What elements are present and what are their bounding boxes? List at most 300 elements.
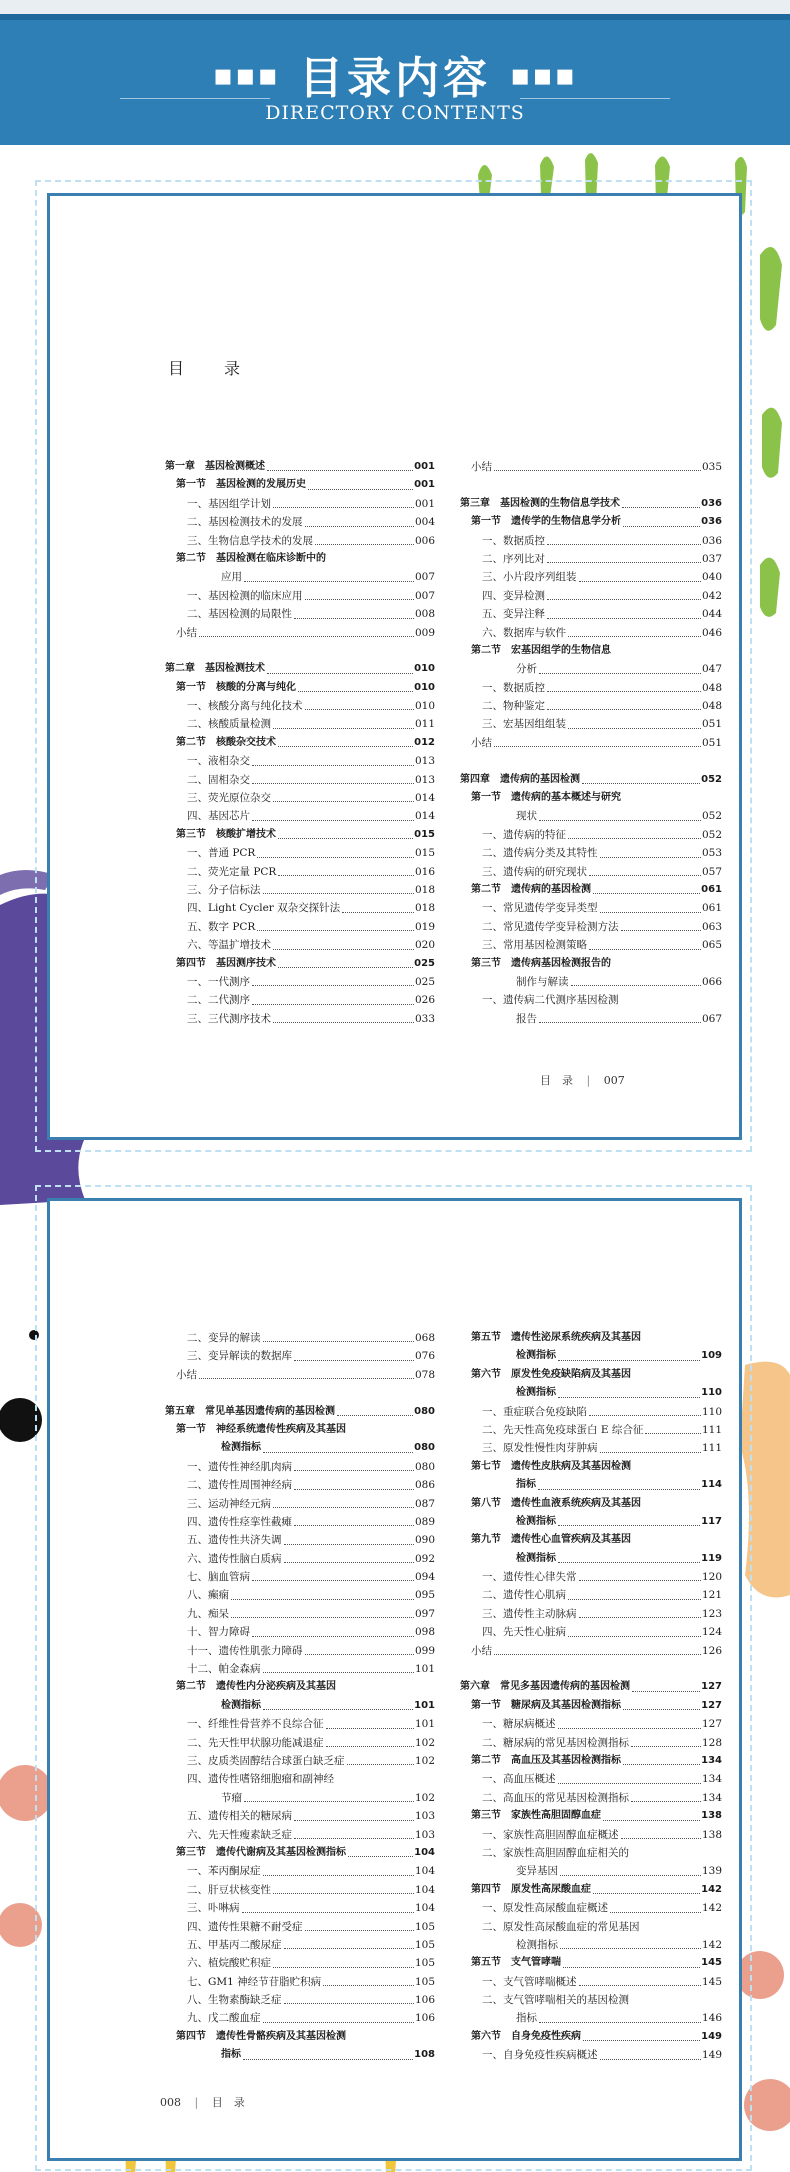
toc-entry-page: 076 bbox=[414, 1350, 435, 1363]
toc-entry[interactable] bbox=[165, 2028, 435, 2046]
folio-number: 007 bbox=[603, 1074, 625, 1087]
toc-entry[interactable] bbox=[460, 532, 722, 550]
toc-entry[interactable] bbox=[165, 1678, 435, 1696]
toc-entry[interactable] bbox=[165, 881, 435, 899]
toc-entry[interactable] bbox=[165, 734, 435, 752]
dot-leader bbox=[278, 955, 413, 968]
toc-entry-page: 104 bbox=[414, 1846, 435, 1858]
toc-entry[interactable] bbox=[165, 1605, 435, 1623]
toc-entry[interactable] bbox=[165, 991, 435, 1009]
toc-entry[interactable] bbox=[165, 1918, 435, 1936]
toc-entry[interactable] bbox=[165, 1826, 435, 1844]
toc-entry-title: 三、宏基因组组装 bbox=[482, 718, 566, 731]
toc-entry[interactable] bbox=[165, 899, 435, 917]
toc-entry-page: 110 bbox=[701, 1387, 722, 1399]
dot-leader bbox=[294, 1476, 414, 1489]
toc-entry[interactable] bbox=[460, 1899, 722, 1917]
toc-entry[interactable] bbox=[460, 991, 722, 1009]
header-top-strip bbox=[0, 0, 790, 14]
toc-entry-title: 六、遗传性脑白质病 bbox=[187, 1552, 282, 1565]
header-stripe bbox=[0, 14, 790, 20]
toc-entry-title: 检测指标 bbox=[516, 1515, 556, 1527]
toc-entry-title: 一、一代测序 bbox=[187, 975, 250, 988]
toc-entry[interactable] bbox=[460, 1642, 722, 1660]
toc-entry[interactable] bbox=[460, 642, 722, 660]
dot-leader bbox=[263, 1660, 414, 1673]
toc-entry[interactable] bbox=[460, 1513, 722, 1531]
toc-entry-title: 检测指标 bbox=[516, 1938, 558, 1951]
toc-entry[interactable] bbox=[165, 863, 435, 881]
toc-entry-title: 三、遗传性主动脉病 bbox=[482, 1607, 577, 1620]
dot-leader bbox=[278, 863, 414, 876]
toc-entry-page: 101 bbox=[414, 1663, 435, 1676]
dot-leader bbox=[252, 1623, 414, 1636]
dot-leader bbox=[263, 1697, 413, 1710]
toc-entry[interactable] bbox=[460, 2046, 722, 2064]
toc-entry[interactable] bbox=[460, 899, 722, 917]
toc-entry-page: 142 bbox=[701, 1938, 722, 1951]
toc-entry[interactable] bbox=[460, 568, 722, 586]
toc-entry-title: 第二节 遗传性内分泌疾病及其基因 bbox=[176, 1681, 336, 1693]
toc-entry[interactable] bbox=[165, 458, 435, 476]
toc-entry[interactable] bbox=[460, 1752, 722, 1770]
toc-entry-page: 048 bbox=[701, 681, 722, 694]
dot-leader bbox=[623, 513, 700, 526]
toc-entry-page: 080 bbox=[414, 1442, 435, 1454]
dot-leader bbox=[603, 1807, 700, 1820]
toc-entry[interactable] bbox=[165, 1421, 435, 1439]
toc-entry-page: 001 bbox=[414, 461, 435, 472]
title-dots-left: ▪▪▪ bbox=[212, 58, 280, 93]
toc-entry[interactable] bbox=[460, 1421, 722, 1439]
toc-entry[interactable] bbox=[460, 679, 722, 697]
toc-entry-title: 三、小片段序列组装 bbox=[482, 571, 577, 584]
toc-entry[interactable] bbox=[165, 1752, 435, 1770]
header-banner bbox=[0, 0, 790, 145]
toc-entry[interactable] bbox=[165, 1623, 435, 1641]
dot-leader bbox=[494, 734, 701, 747]
dot-leader bbox=[583, 2028, 700, 2041]
toc-entry[interactable] bbox=[165, 1899, 435, 1917]
toc-entry[interactable] bbox=[460, 826, 722, 844]
title-dots-right: ▪▪▪ bbox=[510, 58, 578, 93]
toc-entry-page: 036 bbox=[701, 497, 722, 509]
dot-leader bbox=[568, 1623, 701, 1636]
toc-entry-title: 第二节 遗传病的基因检测 bbox=[471, 883, 591, 895]
toc-entry[interactable] bbox=[460, 1770, 722, 1788]
toc-entry-title: 一、遗传性心律失常 bbox=[482, 1571, 577, 1584]
toc-entry-title: 二、糖尿病的常见基因检测指标 bbox=[482, 1736, 629, 1749]
toc-entry-title: 四、遗传性果糖不耐受症 bbox=[187, 1920, 303, 1933]
subtitle-rule-left bbox=[120, 98, 270, 99]
toc-entry[interactable] bbox=[165, 1458, 435, 1476]
toc-entry[interactable] bbox=[460, 1568, 722, 1586]
toc-entry[interactable] bbox=[460, 1697, 722, 1715]
toc-entry-title: 二、基因检测的局限性 bbox=[187, 608, 292, 621]
toc-entry[interactable] bbox=[165, 1973, 435, 1991]
toc-entry[interactable] bbox=[165, 1807, 435, 1825]
toc-entry-page: 103 bbox=[414, 1828, 435, 1841]
toc-entry-title: 二、遗传性周围神经病 bbox=[187, 1479, 292, 1492]
toc-entry[interactable] bbox=[165, 1010, 435, 1028]
toc-entry[interactable] bbox=[460, 1329, 722, 1347]
dot-leader bbox=[547, 532, 701, 545]
toc-entry-page: 016 bbox=[414, 865, 435, 878]
toc-entry-page: 015 bbox=[414, 847, 435, 860]
dot-leader bbox=[623, 1697, 700, 1710]
toc-entry[interactable] bbox=[460, 1807, 722, 1825]
toc-entry-title: 小结 bbox=[176, 626, 197, 639]
toc-entry[interactable] bbox=[165, 807, 435, 825]
toc-entry[interactable] bbox=[460, 1991, 722, 2009]
toc-entry-page: 134 bbox=[701, 1791, 722, 1804]
toc-entry-title: 一、高血压概述 bbox=[482, 1773, 556, 1786]
toc-entry[interactable] bbox=[460, 2028, 722, 2046]
toc-entry[interactable] bbox=[165, 568, 435, 586]
dot-leader bbox=[547, 605, 701, 618]
toc-entry[interactable] bbox=[460, 1550, 722, 1568]
toc-entry-title: 第六章 常见多基因遗传病的基因检测 bbox=[460, 1681, 630, 1693]
toc-entry-title: 第四节 原发性高尿酸血症 bbox=[471, 1883, 591, 1895]
toc-entry[interactable] bbox=[460, 955, 722, 973]
toc-entry-title: 一、基因组学计划 bbox=[187, 497, 271, 510]
dot-leader bbox=[600, 2046, 701, 2059]
toc-entry-page: 145 bbox=[701, 1957, 722, 1969]
toc-spacer bbox=[165, 642, 435, 660]
toc-entry-page: 020 bbox=[414, 939, 435, 952]
toc-entry[interactable] bbox=[460, 1403, 722, 1421]
toc-entry-title: 三、三代测序技术 bbox=[187, 1012, 271, 1025]
toc-entry[interactable] bbox=[460, 1347, 722, 1365]
toc-entry-page: 026 bbox=[414, 994, 435, 1007]
toc-entry[interactable] bbox=[460, 1495, 722, 1513]
toc-entry[interactable] bbox=[165, 1697, 435, 1715]
toc-entry[interactable] bbox=[165, 1844, 435, 1862]
toc-entry[interactable] bbox=[165, 605, 435, 623]
toc-entry-page: 104 bbox=[414, 1902, 435, 1915]
toc-entry-page: 111 bbox=[701, 1442, 722, 1455]
toc-entry-page: 105 bbox=[414, 1938, 435, 1951]
toc-entry-title: 七、GM1 神经节苷脂贮积病 bbox=[187, 1975, 322, 1988]
toc-entry[interactable] bbox=[165, 495, 435, 513]
subtitle-rule-right bbox=[520, 98, 670, 99]
toc-entry[interactable] bbox=[165, 1513, 435, 1531]
toc-entry[interactable] bbox=[460, 1973, 722, 1991]
toc-entry-page: 101 bbox=[414, 1718, 435, 1731]
toc-entry[interactable] bbox=[165, 1476, 435, 1494]
toc-heading: 目 录 bbox=[168, 359, 253, 378]
toc-entry[interactable] bbox=[165, 918, 435, 936]
toc-entry[interactable] bbox=[460, 513, 722, 531]
toc-entry-page: 051 bbox=[701, 718, 722, 731]
toc-entry-page: 123 bbox=[701, 1607, 722, 1620]
folio-label: 目 录 bbox=[540, 1074, 573, 1087]
dot-leader bbox=[273, 789, 414, 802]
toc-entry[interactable] bbox=[165, 1936, 435, 1954]
dot-leader bbox=[278, 734, 413, 747]
toc-entry-page: 013 bbox=[414, 755, 435, 768]
toc-entry[interactable] bbox=[165, 1568, 435, 1586]
toc-entry[interactable] bbox=[165, 624, 435, 642]
toc-entry[interactable] bbox=[165, 844, 435, 862]
dot-leader bbox=[273, 1495, 414, 1508]
toc-entry-title: 五、甲基丙二酸尿症 bbox=[187, 1938, 282, 1951]
toc-entry-page: 010 bbox=[414, 700, 435, 713]
dot-leader bbox=[547, 587, 701, 600]
toc-entry[interactable] bbox=[460, 789, 722, 807]
toc-entry[interactable] bbox=[165, 587, 435, 605]
toc-entry[interactable] bbox=[460, 1458, 722, 1476]
toc-entry[interactable] bbox=[165, 1954, 435, 1972]
dot-leader bbox=[263, 2009, 414, 2022]
toc-entry-title: 二、荧光定量 PCR bbox=[187, 865, 277, 878]
toc-entry-title: 第二节 基因检测在临床诊断中的 bbox=[176, 552, 326, 564]
toc-entry-title: 第一节 遗传病的基本概述与研究 bbox=[471, 792, 621, 804]
toc-entry[interactable] bbox=[460, 1881, 722, 1899]
toc-entry[interactable] bbox=[460, 660, 722, 678]
toc-entry[interactable] bbox=[460, 2009, 722, 2027]
toc-entry[interactable] bbox=[460, 1476, 722, 1494]
dot-leader bbox=[267, 660, 413, 673]
toc-entry-title: 二、原发性高尿酸血症的常见基因 bbox=[482, 1920, 640, 1933]
toc-entry-title: 检测指标 bbox=[516, 1552, 556, 1564]
dot-leader bbox=[560, 1862, 701, 1875]
toc-entry[interactable] bbox=[165, 1439, 435, 1457]
toc-entry-title: 第二节 高血压及其基因检测指标 bbox=[471, 1754, 621, 1766]
toc-entry-title: 一、数据质控 bbox=[482, 534, 545, 547]
toc-entry-page: 092 bbox=[414, 1552, 435, 1565]
toc-entry[interactable] bbox=[165, 1366, 435, 1384]
toc-entry-page: 018 bbox=[414, 883, 435, 896]
toc-entry[interactable] bbox=[460, 1954, 722, 1972]
toc-entry[interactable] bbox=[165, 2046, 435, 2064]
toc-entry-page: 103 bbox=[414, 1810, 435, 1823]
toc-entry-title: 第八节 遗传性血液系统疾病及其基因 bbox=[471, 1497, 641, 1509]
toc-entry[interactable] bbox=[460, 734, 722, 752]
toc-entry[interactable] bbox=[165, 1586, 435, 1604]
toc-entry[interactable] bbox=[165, 826, 435, 844]
toc-entry[interactable] bbox=[165, 1991, 435, 2009]
toc-entry-title: 第四章 遗传病的基因检测 bbox=[460, 773, 580, 785]
toc-entry-page: 053 bbox=[701, 847, 722, 860]
toc-entry[interactable] bbox=[165, 936, 435, 954]
toc-entry[interactable] bbox=[165, 1642, 435, 1660]
dot-leader bbox=[273, 1881, 414, 1894]
toc-entry[interactable] bbox=[460, 1586, 722, 1604]
toc-entry-title: 四、变异检测 bbox=[482, 589, 545, 602]
toc-entry-page: 127 bbox=[701, 1699, 722, 1711]
toc-entry-page: 004 bbox=[414, 516, 435, 529]
toc-entry[interactable] bbox=[165, 955, 435, 973]
toc-entry[interactable] bbox=[460, 1844, 722, 1862]
toc-entry-title: 分析 bbox=[516, 663, 537, 676]
dot-leader bbox=[568, 624, 701, 637]
toc-entry[interactable] bbox=[460, 771, 722, 789]
toc-entry-title: 第九节 遗传性心血管疾病及其基因 bbox=[471, 1534, 631, 1546]
dot-leader bbox=[294, 1458, 414, 1471]
toc-entry-title: 二、核酸质量检测 bbox=[187, 718, 271, 731]
toc-entry[interactable] bbox=[460, 697, 722, 715]
toc-entry-page: 009 bbox=[414, 626, 435, 639]
dot-leader bbox=[579, 1973, 701, 1986]
toc-entry-title: 第三节 遗传代谢病及其基因检测指标 bbox=[176, 1846, 346, 1858]
toc-entry[interactable] bbox=[165, 1862, 435, 1880]
toc-entry[interactable] bbox=[165, 1550, 435, 1568]
toc-entry[interactable] bbox=[460, 587, 722, 605]
toc-entry[interactable] bbox=[165, 1660, 435, 1678]
toc-entry-title: 三、变异解读的数据库 bbox=[187, 1350, 292, 1363]
toc-entry-page: 102 bbox=[414, 1791, 435, 1804]
toc-entry[interactable] bbox=[165, 715, 435, 733]
toc-column-left bbox=[165, 458, 435, 1028]
toc-entry[interactable] bbox=[165, 2009, 435, 2027]
dot-leader bbox=[252, 771, 414, 784]
toc-entry-page: 149 bbox=[701, 2030, 722, 2042]
toc-entry-title: 一、普通 PCR bbox=[187, 847, 256, 860]
toc-entry-title: 检测指标 bbox=[516, 1387, 556, 1399]
dot-leader bbox=[273, 936, 414, 949]
toc-spacer bbox=[460, 1660, 722, 1678]
toc-spacer bbox=[165, 1384, 435, 1402]
dot-leader bbox=[257, 918, 414, 931]
toc-entry[interactable] bbox=[460, 1918, 722, 1936]
toc-entry[interactable] bbox=[460, 973, 722, 991]
toc-entry-title: 第二节 宏基因组学的生物信息 bbox=[471, 644, 611, 656]
toc-entry[interactable] bbox=[460, 1826, 722, 1844]
toc-entry-page: 127 bbox=[701, 1681, 722, 1693]
toc-entry-title: 八、癫痫 bbox=[187, 1589, 229, 1602]
toc-entry[interactable] bbox=[165, 1789, 435, 1807]
toc-entry-title: 一、核酸分离与纯化技术 bbox=[187, 700, 303, 713]
toc-entry-page: 036 bbox=[701, 516, 722, 528]
dot-leader bbox=[348, 1844, 413, 1857]
toc-entry-title: 一、糖尿病概述 bbox=[482, 1718, 556, 1731]
toc-entry[interactable] bbox=[460, 1936, 722, 1954]
toc-entry[interactable] bbox=[460, 807, 722, 825]
toc-entry[interactable] bbox=[165, 679, 435, 697]
toc-entry[interactable] bbox=[460, 605, 722, 623]
toc-column-right bbox=[460, 458, 722, 1028]
toc-entry[interactable] bbox=[460, 550, 722, 568]
toc-entry[interactable] bbox=[165, 771, 435, 789]
toc-entry[interactable] bbox=[165, 660, 435, 678]
toc-entry[interactable] bbox=[165, 697, 435, 715]
toc-entry[interactable] bbox=[460, 1010, 722, 1028]
toc-entry[interactable] bbox=[460, 918, 722, 936]
toc-entry[interactable] bbox=[460, 1605, 722, 1623]
toc-entry[interactable] bbox=[460, 1384, 722, 1402]
dot-leader bbox=[284, 1531, 414, 1544]
toc-entry[interactable] bbox=[165, 1403, 435, 1421]
toc-entry-page: 089 bbox=[414, 1515, 435, 1528]
toc-entry[interactable] bbox=[165, 513, 435, 531]
toc-entry-page: 061 bbox=[701, 902, 722, 915]
toc-entry[interactable] bbox=[165, 973, 435, 991]
toc-entry-title: 四、先天性心脏病 bbox=[482, 1626, 566, 1639]
toc-entry-page: 094 bbox=[414, 1571, 435, 1584]
toc-entry[interactable] bbox=[460, 1734, 722, 1752]
toc-entry-title: 三、原发性慢性肉芽肿病 bbox=[482, 1442, 598, 1455]
toc-entry[interactable] bbox=[460, 936, 722, 954]
toc-entry-page: 035 bbox=[701, 461, 722, 473]
toc-entry[interactable] bbox=[165, 550, 435, 568]
toc-entry[interactable] bbox=[165, 1770, 435, 1788]
toc-entry-title: 第五节 支气管哮喘 bbox=[471, 1957, 561, 1969]
toc-entry-title: 一、苯丙酮尿症 bbox=[187, 1865, 261, 1878]
toc-entry-title: 四、基因芯片 bbox=[187, 810, 250, 823]
toc-entry[interactable] bbox=[165, 789, 435, 807]
toc-entry[interactable] bbox=[165, 1329, 435, 1347]
toc-entry[interactable] bbox=[460, 1678, 722, 1696]
toc-entry-title: 一、纤维性骨营养不良综合征 bbox=[187, 1718, 324, 1731]
toc-entry[interactable] bbox=[165, 1347, 435, 1365]
toc-entry-title: 一、重症联合免疫缺陷 bbox=[482, 1405, 587, 1418]
dot-leader bbox=[494, 1642, 701, 1655]
toc-entry-page: 007 bbox=[414, 589, 435, 602]
toc-entry[interactable] bbox=[460, 1439, 722, 1457]
toc-entry[interactable] bbox=[460, 863, 722, 881]
toc-entry-page: 048 bbox=[701, 700, 722, 713]
toc-entry[interactable] bbox=[460, 1531, 722, 1549]
toc-entry[interactable] bbox=[460, 1623, 722, 1641]
dot-leader bbox=[315, 532, 414, 545]
toc-entry-page: 098 bbox=[414, 1626, 435, 1639]
toc-entry[interactable] bbox=[165, 532, 435, 550]
toc-entry[interactable] bbox=[460, 458, 722, 476]
page-folio: 008 | 目 录 bbox=[160, 2096, 245, 2109]
toc-entry-title: 三、遗传病的研究现状 bbox=[482, 865, 587, 878]
toc-entry-title: 第四节 基因测序技术 bbox=[176, 957, 276, 969]
toc-entry-title: 四、遗传性痉挛性截瘫 bbox=[187, 1515, 292, 1528]
dot-leader bbox=[347, 1752, 414, 1765]
toc-entry-page: 067 bbox=[701, 1012, 722, 1025]
toc-entry[interactable] bbox=[460, 715, 722, 733]
toc-entry-page: 146 bbox=[701, 2012, 722, 2025]
toc-entry[interactable] bbox=[460, 1366, 722, 1384]
dot-leader bbox=[263, 1329, 414, 1342]
toc-entry-title: 六、先天性瘦素缺乏症 bbox=[187, 1828, 292, 1841]
toc-entry[interactable] bbox=[460, 1789, 722, 1807]
toc-entry-title: 一、支气管哮喘概述 bbox=[482, 1975, 577, 1988]
toc-entry-title: 三、运动神经元病 bbox=[187, 1497, 271, 1510]
dot-leader bbox=[623, 1752, 700, 1765]
dot-leader bbox=[243, 2046, 413, 2059]
toc-entry[interactable] bbox=[165, 1531, 435, 1549]
toc-entry[interactable] bbox=[165, 1715, 435, 1733]
toc-entry[interactable] bbox=[460, 495, 722, 513]
dot-leader bbox=[273, 495, 414, 508]
toc-entry[interactable] bbox=[460, 844, 722, 862]
toc-entry[interactable] bbox=[165, 1734, 435, 1752]
toc-entry-title: 第一节 基因检测的发展历史 bbox=[176, 479, 306, 491]
toc-entry-title: 十二、帕金森病 bbox=[187, 1663, 261, 1676]
toc-entry-title: 一、常见遗传学变异类型 bbox=[482, 902, 598, 915]
toc-entry[interactable] bbox=[165, 1881, 435, 1899]
toc-entry-page: 142 bbox=[701, 1902, 722, 1915]
toc-entry-title: 五、变异注释 bbox=[482, 608, 545, 621]
toc-entry-page: 128 bbox=[701, 1736, 722, 1749]
toc-entry[interactable] bbox=[165, 476, 435, 494]
toc-entry[interactable] bbox=[460, 1862, 722, 1880]
dot-leader bbox=[267, 458, 413, 471]
toc-entry[interactable] bbox=[165, 752, 435, 770]
toc-entry[interactable] bbox=[460, 881, 722, 899]
dot-leader bbox=[568, 715, 701, 728]
toc-entry-title: 指标 bbox=[516, 1479, 536, 1491]
toc-entry[interactable] bbox=[460, 1715, 722, 1733]
toc-entry[interactable] bbox=[460, 624, 722, 642]
toc-entry[interactable] bbox=[165, 1495, 435, 1513]
